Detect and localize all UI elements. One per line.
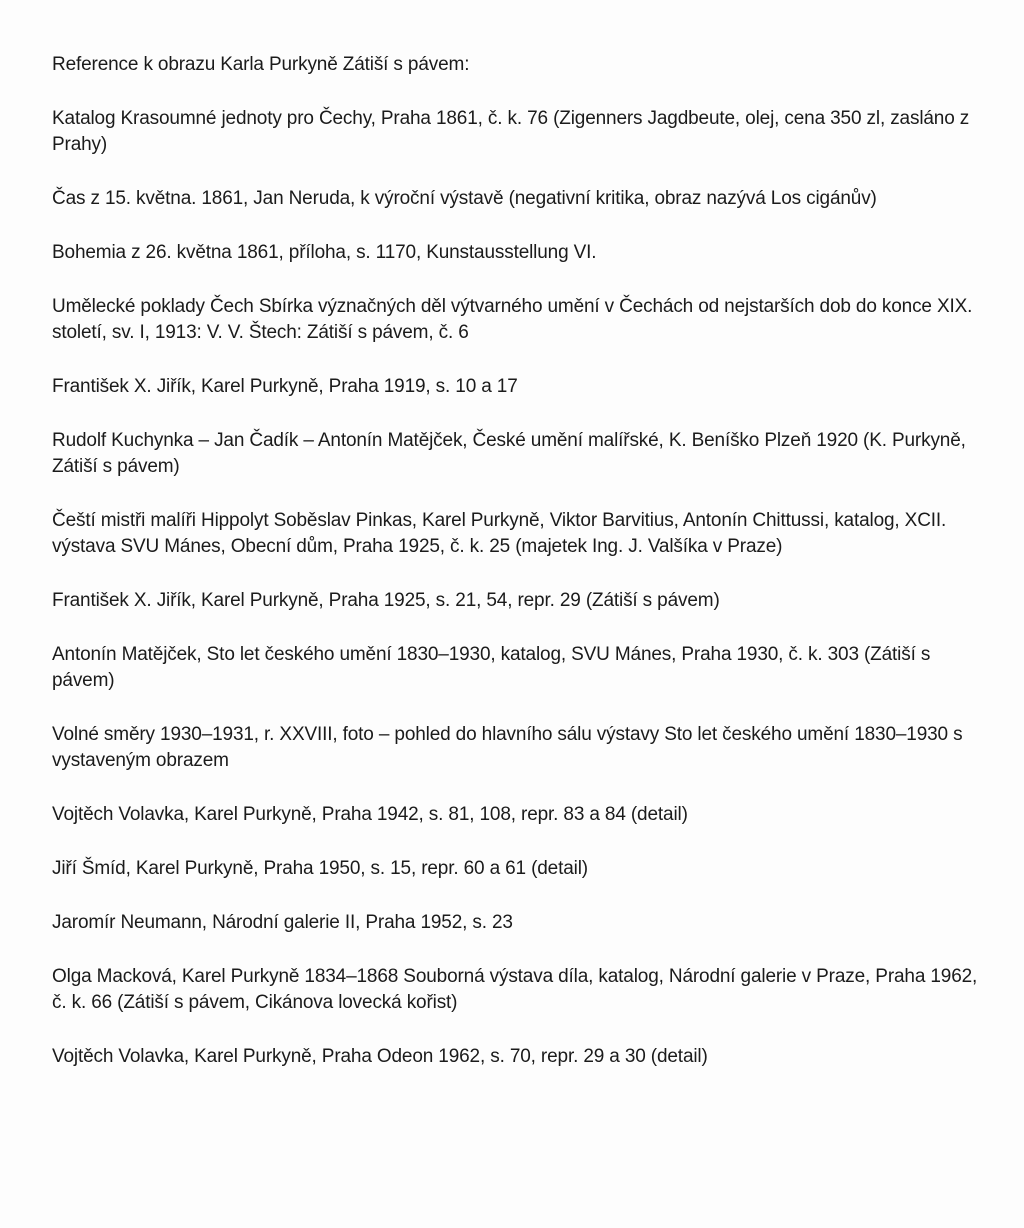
reference-item: Jaromír Neumann, Národní galerie II, Praha 1952, s. 23 [52,912,513,933]
reference-item: Umělecké poklady Čech Sbírka význačných děl výtvarného umění v Čechách od nejstarších dob do konce XIX. století, sv. I, 1913: V. V. Štech: Zátiší s pávem, č. 6 [52,296,973,343]
reference-item: Jiří Šmíd, Karel Purkyně, Praha 1950, s. 15, repr. 60 a 61 (detail) [52,858,588,879]
reference-item: Antonín Matějček, Sto let českého umění 1830–1930, katalog, SVU Mánes, Praha 1930, č. k. 303 (Zátiší s pávem) [52,644,931,691]
reference-item: František X. Jiřík, Karel Purkyně, Praha 1925, s. 21, 54, repr. 29 (Zátiší s pávem) [52,590,720,611]
reference-item: Olga Macková, Karel Purkyně 1834–1868 Souborná výstava díla, katalog, Národní galerie v Praze, Praha 1962, č. k. 66 (Zátiší s pávem, Cikánova lovecká kořist) [52,966,978,1013]
reference-item: Rudolf Kuchynka – Jan Čadík – Antonín Matějček, České umění malířské, K. Beníško Plzeň 1920 (K. Purkyně, Zátiší s pávem) [52,430,966,477]
reference-item: Vojtěch Volavka, Karel Purkyně, Praha Odeon 1962, s. 70, repr. 29 a 30 (detail) [52,1046,708,1067]
reference-list [52,106,982,1070]
reference-item: Čas z 15. května. 1861, Jan Neruda, k výroční výstavě (negativní kritika, obraz nazývá Los cigánův) [52,188,877,209]
reference-item: František X. Jiřík, Karel Purkyně, Praha 1919, s. 10 a 17 [52,376,518,397]
document-body [52,52,982,1098]
document-heading: Reference k obrazu Karla Purkyně Zátiší s pávem: [52,54,470,75]
reference-item: Bohemia z 26. května 1861, příloha, s. 1170, Kunstausstellung VI. [52,242,597,263]
reference-item: Volné směry 1930–1931, r. XXVIII, foto – pohled do hlavního sálu výstavy Sto let českého umění 1830–1930 s vystaveným obrazem [52,724,963,771]
reference-item: Vojtěch Volavka, Karel Purkyně, Praha 1942, s. 81, 108, repr. 83 a 84 (detail) [52,804,688,825]
reference-item: Čeští mistři malíři Hippolyt Soběslav Pinkas, Karel Purkyně, Viktor Barvitius, Antonín Chittussi, katalog, XCII. výstava SVU Mánes, Obecní dům, Praha 1925, č. k. 25 (majetek Ing. J. Valšíka v Praze) [52,510,947,557]
reference-item: Katalog Krasoumné jednoty pro Čechy, Praha 1861, č. k. 76 (Zigenners Jagdbeute, olej, cena 350 zl, zasláno z Prahy) [52,108,970,155]
